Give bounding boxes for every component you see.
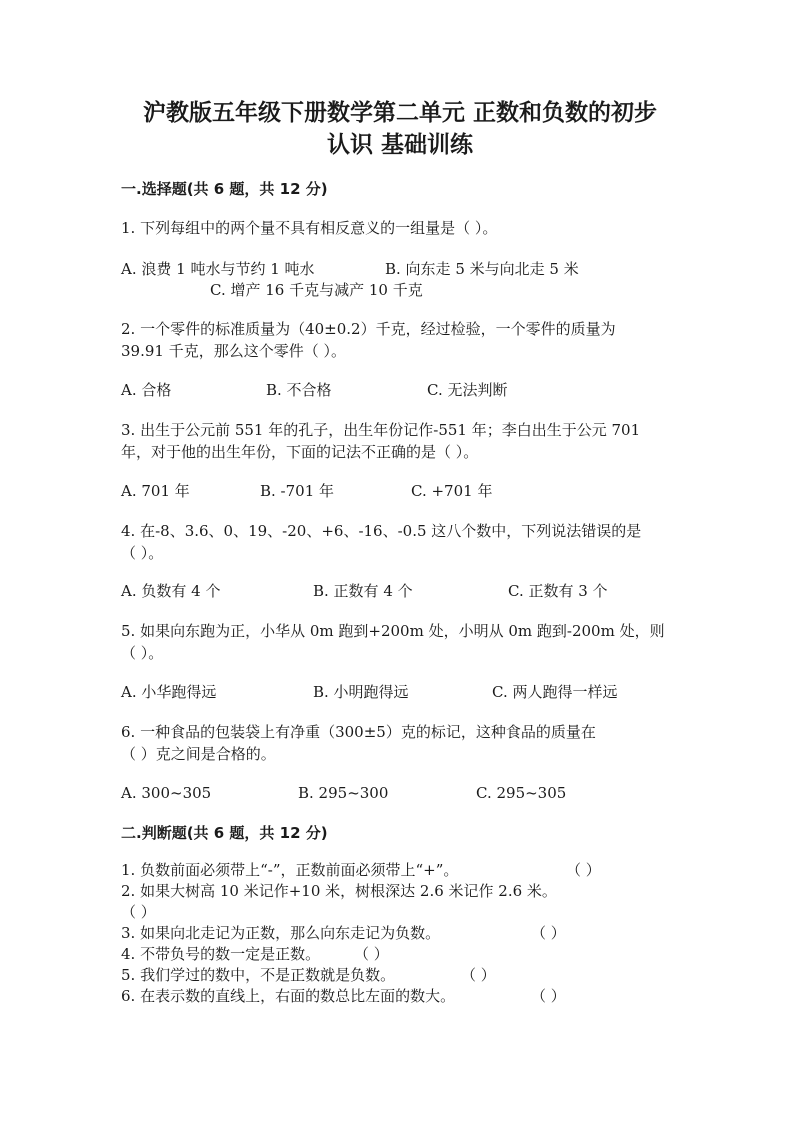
question-4-option-c: C. 正数有 3 个 <box>508 582 608 600</box>
judgement-2-text: 2. 如果大树高 10 米记作+10 米，树根深达 2.6 米记作 2.6 米。 <box>121 882 557 900</box>
question-6-text-line1: 6. 一种食品的包装袋上有净重（300±5）克的标记，这种食品的质量在 <box>121 723 596 741</box>
question-4-text-line1: 4. 在-8、3.6、0、19、-20、+6、-16、-0.5 这八个数中，下列说法错误的是 <box>121 522 642 540</box>
question-5-text-line2: （ ）。 <box>121 644 164 662</box>
judgement-4-text: 4. 不带负号的数一定是正数。 <box>121 945 321 963</box>
question-4-option-b: B. 正数有 4 个 <box>313 582 413 600</box>
question-5-text-line1: 5. 如果向东跑为正，小华从 0m 跑到+200m 处，小明从 0m 跑到-200m 处，则 <box>121 622 665 640</box>
page-title-line2: 认识 基础训练 <box>326 131 473 158</box>
question-1-text: 1. 下列每组中的两个量不具有相反意义的一组量是（ ）。 <box>121 219 498 237</box>
question-3-option-c: C. +701 年 <box>411 482 493 500</box>
question-6-text-line2: （ ）克之间是合格的。 <box>121 745 276 763</box>
question-2-option-a: A. 合格 <box>121 381 172 399</box>
page-title-line1: 沪教版五年级下册数学第二单元 正数和负数的初步 <box>142 99 657 126</box>
question-6-option-a: A. 300~305 <box>121 784 212 802</box>
question-6-option-b: B. 295~300 <box>298 784 389 802</box>
question-1-option-a: A. 浪费 1 吨水与节约 1 吨水 <box>121 260 315 278</box>
question-3-option-b: B. -701 年 <box>260 482 335 500</box>
judgement-4-answer-blank[interactable]: （ ） <box>354 945 389 963</box>
question-2-option-b: B. 不合格 <box>266 381 332 399</box>
question-3-text-line1: 3. 出生于公元前 551 年的孔子，出生年份记作-551 年；李白出生于公元 701 <box>121 421 641 439</box>
question-2-option-c: C. 无法判断 <box>427 381 508 399</box>
judgement-3-text: 3. 如果向北走记为正数，那么向东走记为负数。 <box>121 924 441 942</box>
judgement-3-answer-blank[interactable]: （ ） <box>531 924 566 942</box>
section-heading-choice: 一.选择题(共 6 题，共 12 分) <box>121 180 328 198</box>
question-5-option-b: B. 小明跑得远 <box>313 683 409 701</box>
question-6-option-c: C. 295~305 <box>476 784 567 802</box>
judgement-2-answer-blank[interactable]: （ ） <box>121 903 156 921</box>
section-heading-judgement: 二.判断题(共 6 题，共 12 分) <box>121 824 328 842</box>
judgement-1-answer-blank[interactable]: （ ） <box>566 861 601 879</box>
question-2-text-line2: 39.91 千克，那么这个零件（ ）。 <box>121 342 346 360</box>
judgement-6-answer-blank[interactable]: （ ） <box>531 987 566 1005</box>
question-5-option-c: C. 两人跑得一样远 <box>492 683 618 701</box>
question-4-option-a: A. 负数有 4 个 <box>121 582 221 600</box>
question-5-option-a: A. 小华跑得远 <box>121 683 217 701</box>
judgement-5-answer-blank[interactable]: （ ） <box>461 966 496 984</box>
judgement-6-text: 6. 在表示数的直线上，右面的数总比左面的数大。 <box>121 987 456 1005</box>
judgement-1-text: 1. 负数前面必须带上“-”，正数前面必须带上“+”。 <box>121 861 459 879</box>
question-1-option-b: B. 向东走 5 米与向北走 5 米 <box>385 260 579 278</box>
question-3-option-a: A. 701 年 <box>121 482 190 500</box>
question-3-text-line2: 年，对于他的出生年份，下面的记法不正确的是（ ）。 <box>121 443 479 461</box>
judgement-5-text: 5. 我们学过的数中，不是正数就是负数。 <box>121 966 396 984</box>
question-4-text-line2: （ ）。 <box>121 544 164 562</box>
question-1-option-c: C. 增产 16 千克与减产 10 千克 <box>210 281 423 299</box>
question-2-text-line1: 2. 一个零件的标准质量为（40±0.2）千克，经过检验，一个零件的质量为 <box>121 320 616 338</box>
